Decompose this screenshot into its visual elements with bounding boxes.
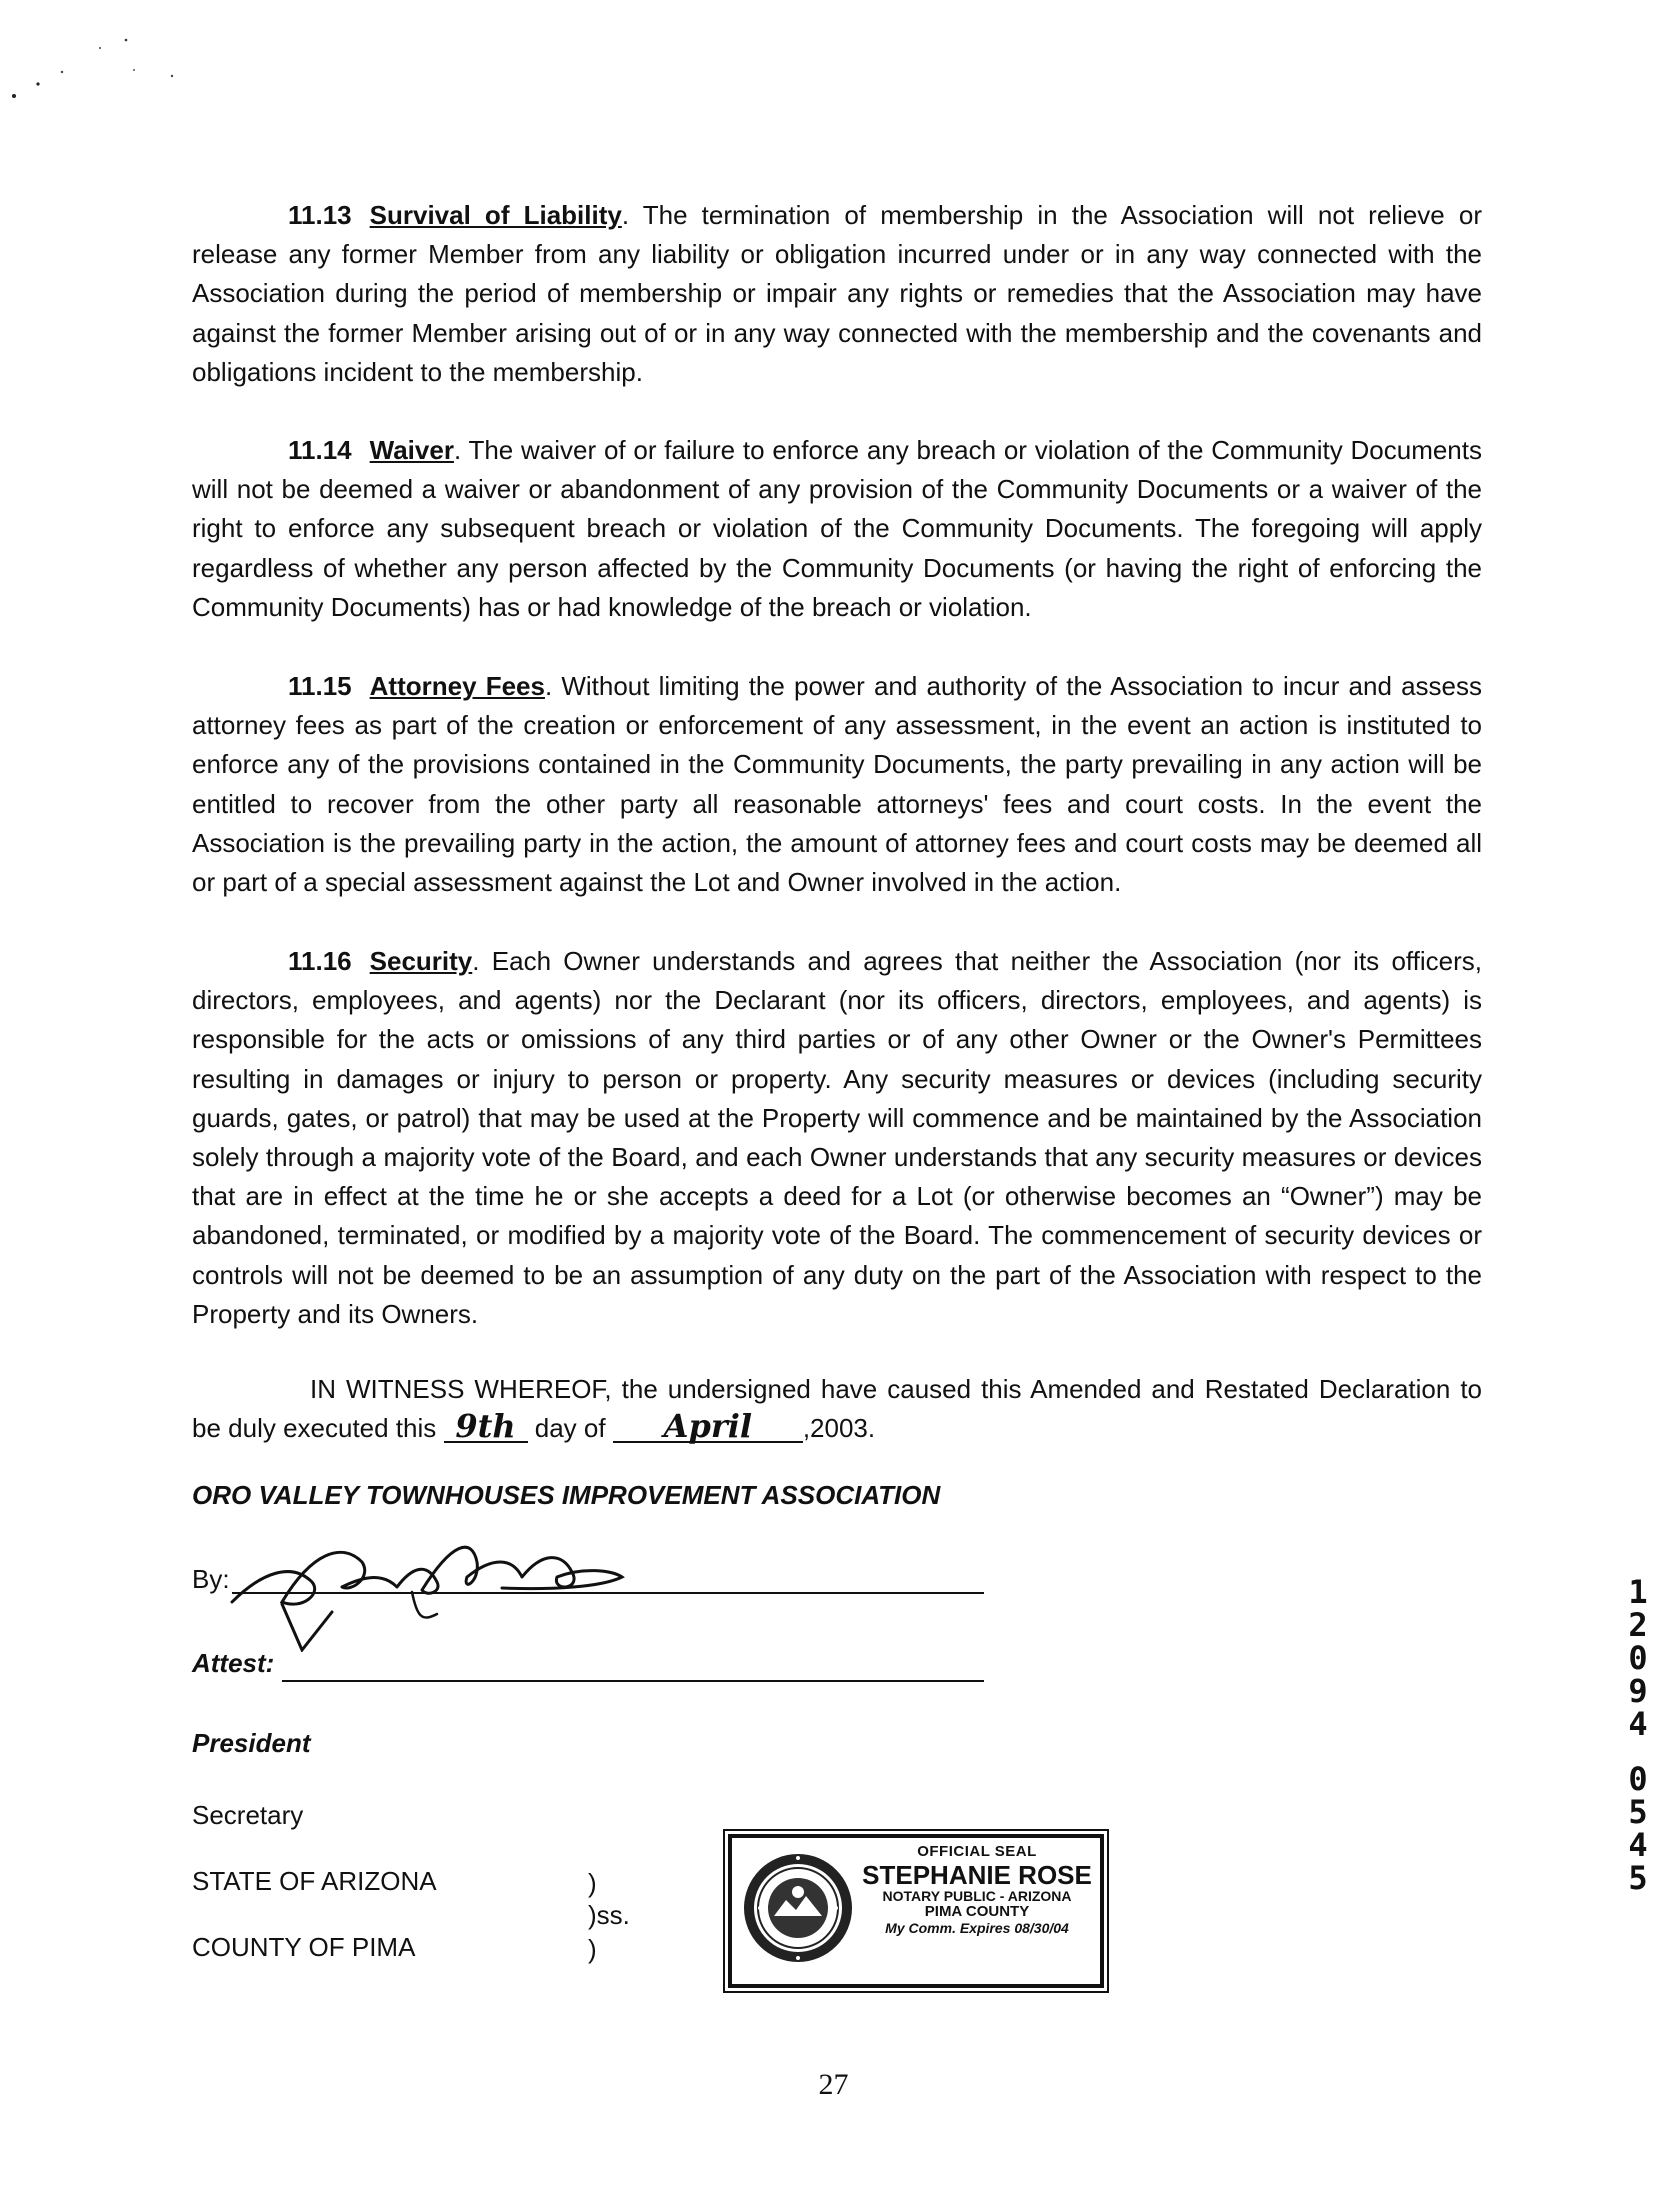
- notary-state: STATE OF ARIZONA: [192, 1866, 437, 1896]
- day-blank: 9th: [444, 1411, 528, 1443]
- doc-digit: 4: [1628, 1826, 1648, 1864]
- section-11-14: 11.14 Waiver. The waiver of or failure to enforce any breach or violation of the Community Documents will not be deemed a waiver or abandonment of any provision of the Community Documents or a waiver of the right to enforce any subsequent breach or violation of the Community Documents. The foregoing will apply regardless of whether any person affected by the Community Documents (or having the right of enforcing the Community Documents) has or had knowledge of the breach or violation.: [192, 435, 1482, 622]
- witness-lead: IN WITNESS WHEREOF, the undersigned have caused this Amended and Restated Declaration to be duly executed this: [192, 1374, 1482, 1444]
- handwritten-signature: [222, 1532, 642, 1652]
- doc-digit: 0: [1628, 1760, 1648, 1798]
- page-number: 27: [818, 2068, 849, 2101]
- section-text: The waiver of or failure to enforce any breach or violation of the Community Documents will not be deemed a waiver or abandonment of any provision of the Community Documents or a waiver of the right to enforce any subsequent breach or violation of the Community Documents. The foregoing will apply regardless of whether any person affected by the Community Documents (or having the right of enforcing the Community Documents) has or had knowledge of the breach or violation.: [192, 435, 1482, 622]
- section-number: 11.13: [288, 200, 352, 230]
- venue-paren-bottom: ): [588, 1934, 597, 1964]
- section-number: 11.14: [288, 435, 352, 465]
- seal-line-county: PIMA COUNTY: [924, 1903, 1030, 1921]
- year-suffix: ,2003.: [802, 1413, 876, 1444]
- section-11-13: 11.13 Survival of Liability. The termination of membership in the Association will not relieve or release any former Member from any liability or obligation incurred under or in any way connected with the Association during the period of membership or impair any rights or remedies that the Association may have against the former Member arising out of or in any way connected with the membership and the covenants and obligations incident to the membership.: [192, 200, 1482, 387]
- attest-row: [192, 1648, 992, 1688]
- section-heading: Security: [369, 946, 473, 976]
- notary-seal-stamp: [728, 1834, 1104, 1988]
- doc-digit: 1: [1628, 1573, 1648, 1611]
- section-number: 11.15: [288, 671, 352, 701]
- section-text: Each Owner understands and agrees that neither the Association (nor its officers, directors, employees, and agents) nor the Declarant (nor its officers, directors, employees, and agents) is responsible for the acts or omissions of any third parties or of any other Owner or the Owner's Permittees resulting in damages or injury to person or property. Any security measures or devices (including security guards, gates, or patrol) that may be used at the Property will commence and be maintained by the Association solely through a majority vote of the Board, and each Owner understands that any security measures or devices that are in effect at the time he or she accepts a deed for a Lot (or otherwise becomes an “Owner”) may be abandoned, terminated, or modified by a majority vote of the Board. The commencement of security devices or controls will not be deemed to be an assumption of any duty on the part of the Association with respect to the Property and its Owners.: [192, 946, 1482, 1329]
- attest-signature-line: [282, 1680, 984, 1682]
- doc-digit: 5: [1628, 1793, 1648, 1831]
- seal-line-official: OFFICIAL SEAL: [917, 1843, 1037, 1860]
- by-label: By:: [192, 1564, 230, 1594]
- section-text: Without limiting the power and authority of the Association to incur and assess attorney fees as part of the creation or enforcement of any assessment, in the event an action is instituted to enforce any of the provisions contained in the Community Documents, the party prevailing in any action will be entitled to recover from the other party all reasonable attorneys' fees and court costs. In the event the Association is the prevailing party in the action, the amount of attorney fees and court costs may be deemed all or part of a special assessment against the Lot and Owner involved in the action.: [192, 671, 1482, 898]
- doc-digit: 5: [1628, 1859, 1648, 1897]
- seal-line-name: STEPHANIE ROSE: [862, 1859, 1092, 1890]
- seal-line-expires: My Comm. Expires 08/30/04: [885, 1919, 1069, 1936]
- doc-digit: 0: [1628, 1639, 1648, 1677]
- section-11-16: 11.16 Security. Each Owner understands and agrees that neither the Association (nor its officers, directors, employees, and agents) nor the Declarant (nor its officers, directors, employees, and agents) is responsible for the acts or omissions of any third parties or of any other Owner or the Owner's Permittees resulting in damages or injury to person or property. Any security measures or devices (including security guards, gates, or patrol) that may be used at the Property will commence and be maintained by the Association solely through a majority vote of the Board, and each Owner understands that any security measures or devices that are in effect at the time he or she accepts a deed for a Lot (or otherwise becomes an “Owner”) may be abandoned, terminated, or modified by a majority vote of the Board. The commencement of security devices or controls will not be deemed to be an assumption of any duty on the part of the Association with respect to the Property and its Owners.: [192, 946, 1482, 1329]
- section-heading: Waiver: [369, 435, 454, 465]
- witness-clause: [192, 1370, 1482, 1448]
- venue-ss: )ss.: [588, 1900, 630, 1930]
- notary-county: COUNTY OF PIMA: [192, 1932, 416, 1962]
- section-heading: Attorney Fees: [369, 671, 545, 701]
- month-blank: April: [613, 1411, 803, 1443]
- doc-digit: 9: [1628, 1672, 1648, 1710]
- attest-label: Attest:: [192, 1648, 275, 1678]
- day-suffix: day of: [534, 1413, 606, 1444]
- association-name: ORO VALLEY TOWNHOUSES IMPROVEMENT ASSOCIATION: [192, 1480, 941, 1510]
- doc-digit: 4: [1628, 1705, 1648, 1743]
- scan-specks: [0, 0, 200, 120]
- section-text: The termination of membership in the Association will not relieve or release any former Member from any liability or obligation incurred under or in any way connected with the Association during the period of membership or impair any rights or remedies that the Association may have against the former Member arising out of or in any way connected with the membership and the covenants and obligations incident to the membership.: [192, 200, 1482, 387]
- recording-document-number: [1618, 1573, 1658, 1897]
- doc-digit: 2: [1628, 1606, 1648, 1644]
- section-heading: Survival of Liability: [369, 200, 622, 230]
- secretary-label: Secretary: [192, 1800, 304, 1830]
- state-seal-icon: [740, 1846, 858, 1970]
- venue-paren-top: ): [588, 1868, 597, 1898]
- seal-text: [862, 1844, 1092, 1936]
- section-11-15: 11.15 Attorney Fees. Without limiting the power and authority of the Association to incur and assess attorney fees as part of the creation or enforcement of any assessment, in the event an action is instituted to enforce any of the provisions contained in the Community Documents, the party prevailing in any action will be entitled to recover from the other party all reasonable attorneys' fees and court costs. In the event the Association is the prevailing party in the action, the amount of attorney fees and court costs may be deemed all or part of a special assessment against the Lot and Owner involved in the action.: [192, 671, 1482, 898]
- president-label: President: [192, 1728, 311, 1758]
- section-number: 11.16: [288, 946, 352, 976]
- by-signature-row: [192, 1552, 992, 1622]
- seal-line-notary: NOTARY PUBLIC - ARIZONA: [882, 1888, 1072, 1905]
